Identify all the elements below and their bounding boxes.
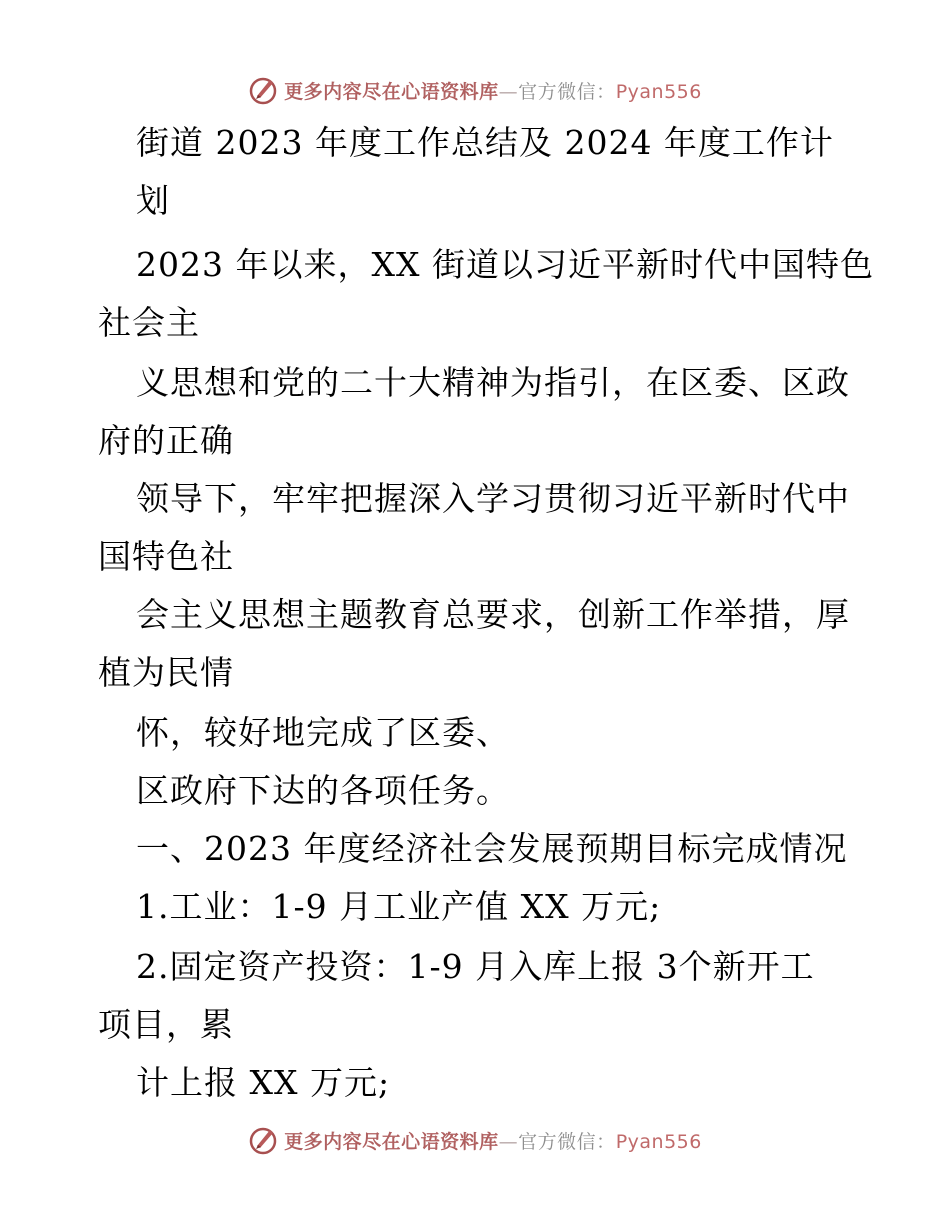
paragraph-line: 2023 年以来，XX 街道以习近平新时代中国特色 bbox=[136, 245, 874, 284]
list-item-continuation: 计上报 XX 万元; bbox=[136, 1063, 391, 1102]
watermark-text bbox=[284, 77, 702, 104]
list-item-continuation: 项目，累 bbox=[98, 1005, 234, 1044]
watermark-main: 更多内容尽在心语资料库 bbox=[284, 1130, 499, 1153]
paragraph-line: 府的正确 bbox=[98, 421, 234, 460]
watermark-separator: — bbox=[498, 1130, 519, 1153]
paragraph-line: 领导下，牢牢把握深入学习贯彻习近平新时代中 bbox=[136, 479, 850, 518]
quill-circle-icon bbox=[248, 1124, 280, 1156]
paragraph-line: 区政府下达的各项任务。 bbox=[136, 771, 510, 810]
watermark-banner-top bbox=[0, 68, 950, 112]
watermark-separator: — bbox=[498, 80, 519, 103]
watermark-account: Pyan556 bbox=[615, 1130, 702, 1153]
paragraph-line: 怀，较好地完成了区委、 bbox=[136, 713, 510, 752]
document-title-line-1: 街道 2023 年度工作总结及 2024 年度工作计 bbox=[136, 123, 834, 162]
quill-circle-icon bbox=[248, 74, 280, 106]
watermark-text bbox=[284, 1127, 702, 1154]
watermark-main: 更多内容尽在心语资料库 bbox=[284, 80, 499, 103]
paragraph-line: 社会主 bbox=[98, 303, 200, 342]
document-title-line-2: 划 bbox=[136, 181, 170, 220]
paragraph-line: 义思想和党的二十大精神为指引，在区委、区政 bbox=[136, 363, 850, 402]
paragraph-line: 会主义思想主题教育总要求，创新工作举措，厚 bbox=[136, 595, 850, 634]
list-item: 2.固定资产投资：1-9 月入库上报 3个新开工 bbox=[136, 947, 815, 986]
watermark-account: Pyan556 bbox=[615, 80, 702, 103]
paragraph-line: 植为民情 bbox=[98, 653, 234, 692]
watermark-banner-bottom bbox=[0, 1118, 950, 1162]
list-item: 1.工业：1-9 月工业产值 XX 万元; bbox=[136, 887, 662, 926]
paragraph-line: 国特色社 bbox=[98, 537, 234, 576]
watermark-official: 官方微信： bbox=[518, 80, 616, 103]
watermark-official: 官方微信： bbox=[518, 1130, 616, 1153]
section-heading: 一、2023 年度经济社会发展预期目标完成情况 bbox=[136, 829, 848, 868]
